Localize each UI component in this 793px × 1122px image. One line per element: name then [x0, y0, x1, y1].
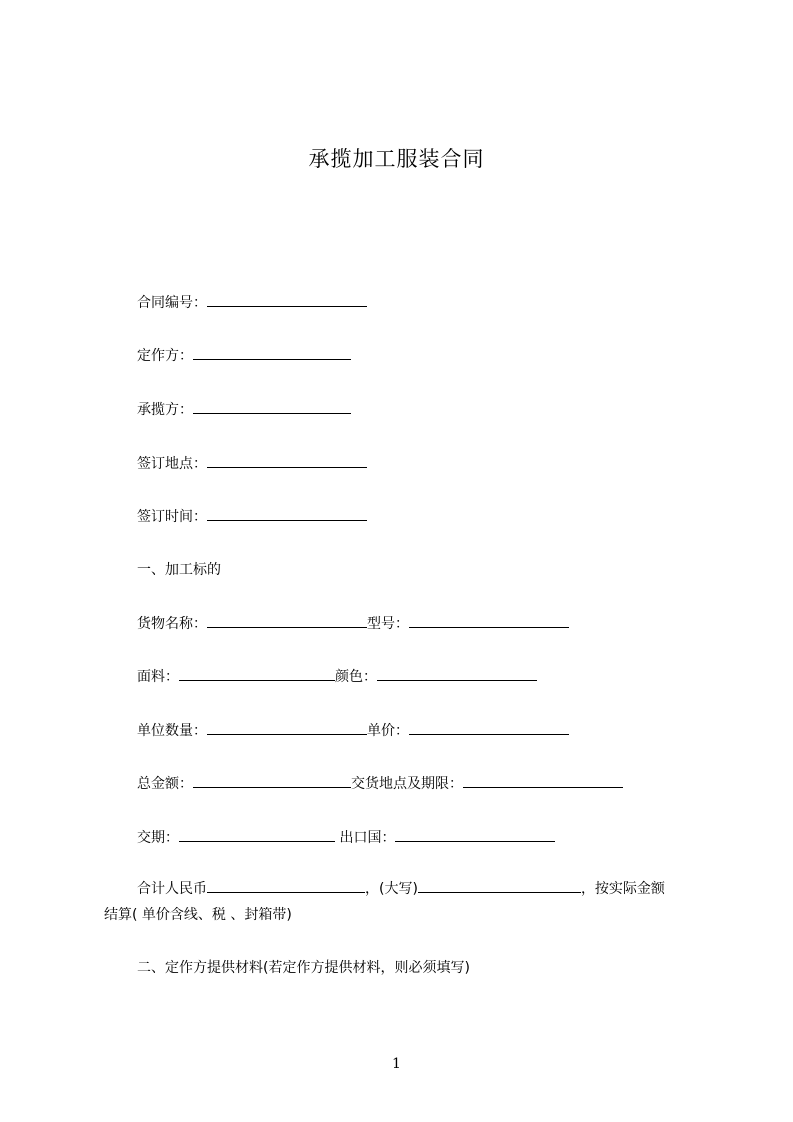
section1-heading: 一、加工标的 [137, 562, 221, 578]
unit-qty-label: 单位数量： [137, 723, 207, 739]
model-blank[interactable] [409, 613, 569, 628]
sum-prefix: 合计人民币 [137, 881, 207, 897]
color-blank[interactable] [377, 666, 537, 681]
fabric-label: 面料： [137, 669, 179, 685]
total-blank[interactable] [193, 773, 351, 788]
sign-time-label: 签订时间： [137, 509, 207, 525]
delivery-place-blank[interactable] [463, 773, 623, 788]
sign-place-blank[interactable] [207, 453, 367, 468]
sum-blank-b[interactable] [335, 878, 365, 893]
sum-paragraph [104, 876, 704, 928]
fabric-blank[interactable] [179, 666, 335, 681]
orderer-line [137, 345, 351, 366]
contractor-blank[interactable] [193, 399, 351, 414]
sum-line-2: 结算( 单价含线、税 、封箱带) [104, 907, 292, 923]
sign-time-line [137, 506, 367, 527]
goods-name-label: 货物名称： [137, 616, 207, 632]
sum-suffix: ，按实际金额 [580, 881, 665, 897]
goods-line [137, 613, 569, 634]
delivery-date-blank[interactable] [179, 827, 335, 842]
sum-blank-a[interactable] [207, 878, 335, 893]
sign-place-line [137, 453, 367, 474]
delivery-date-label: 交期： [137, 830, 179, 846]
page-number: 1 [392, 1056, 401, 1072]
color-label: 颜色： [335, 669, 377, 685]
sum-mid: ，(大写) [365, 881, 418, 897]
total-label: 总金额： [137, 776, 193, 792]
orderer-label: 定作方： [137, 348, 193, 364]
sum-line-1 [104, 876, 704, 902]
orderer-blank[interactable] [193, 345, 351, 360]
sign-place-label: 签订地点： [137, 456, 207, 472]
unit-qty-blank[interactable] [207, 720, 367, 735]
export-country-label: 出口国： [335, 830, 396, 846]
contract-no-blank[interactable] [207, 292, 367, 307]
section2-heading: 二、定作方提供材料(若定作方提供材料，则必须填写) [137, 960, 470, 976]
total-line [137, 773, 623, 794]
contract-no-label: 合同编号： [137, 295, 207, 311]
unit-price-label: 单价： [367, 723, 409, 739]
contract-no-line [137, 292, 367, 313]
unit-line [137, 720, 569, 741]
model-label: 型号： [367, 616, 409, 632]
delivery-line [137, 827, 555, 848]
sum-capital-blank[interactable] [418, 878, 581, 893]
document-title: 承揽加工服装合同 [308, 147, 485, 171]
contractor-line [137, 399, 351, 420]
delivery-place-label: 交货地点及期限： [351, 776, 463, 792]
export-country-blank[interactable] [395, 827, 555, 842]
fabric-line [137, 666, 537, 687]
contractor-label: 承揽方： [137, 402, 193, 418]
goods-name-blank[interactable] [207, 613, 367, 628]
unit-price-blank[interactable] [409, 720, 569, 735]
sign-time-blank[interactable] [207, 506, 367, 521]
